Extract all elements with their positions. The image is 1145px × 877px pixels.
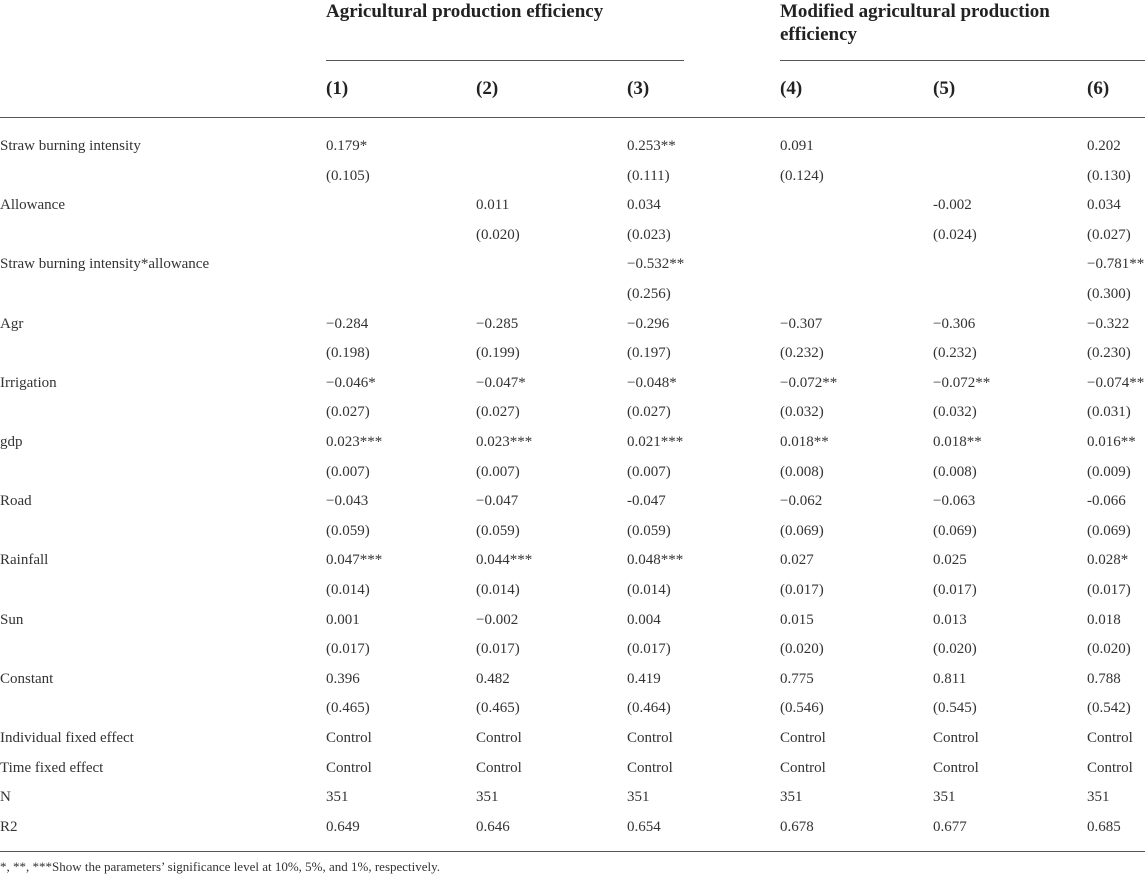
table-cell: 0.025: [933, 552, 967, 568]
table-cell: (0.007): [627, 464, 671, 480]
table-cell: 0.034: [627, 197, 661, 213]
table-cell: (0.008): [933, 464, 977, 480]
table-cell: (0.014): [627, 582, 671, 598]
group-header-modified-efficiency: Modified agricultural production efficiency: [780, 1, 1050, 45]
table-cell: (0.542): [1087, 700, 1131, 716]
table-cell: −0.048*: [627, 375, 677, 391]
table-cell: −0.307: [780, 316, 823, 332]
table-cell: −0.532**: [627, 256, 685, 272]
column-header-5: (5): [933, 78, 956, 99]
table-cell: (0.545): [933, 700, 977, 716]
table-cell: 0.788: [1087, 671, 1121, 687]
table-cell: 0.646: [476, 819, 510, 835]
table-cell: 0.018**: [780, 434, 829, 450]
table-cell: Control: [326, 730, 372, 746]
table-cell: -0.047: [627, 493, 666, 509]
table-cell: 351: [933, 789, 956, 805]
table-cell: Control: [933, 760, 979, 776]
table-cell: (0.027): [476, 404, 520, 420]
row-label: Individual fixed effect: [0, 730, 134, 746]
table-cell: (0.020): [780, 641, 824, 657]
table-cell: 0.091: [780, 138, 814, 154]
table-cell: (0.464): [627, 700, 671, 716]
table-cell: 0.649: [326, 819, 360, 835]
table-cell: (0.014): [326, 582, 370, 598]
table-cell: 0.396: [326, 671, 360, 687]
table-cell: (0.546): [780, 700, 824, 716]
table-cell: (0.105): [326, 168, 370, 184]
table-cell: −0.322: [1087, 316, 1130, 332]
row-label: Time fixed effect: [0, 760, 104, 776]
table-cell: (0.059): [476, 523, 520, 539]
table-cell: (0.124): [780, 168, 824, 184]
table-cell: 0.018: [1087, 612, 1121, 628]
table-cell: 0.028*: [1087, 552, 1129, 568]
table-cell: Control: [1087, 730, 1133, 746]
row-label: Constant: [0, 671, 54, 687]
table-cell: 0.047***: [326, 552, 383, 568]
table-cell: (0.017): [933, 582, 977, 598]
table-cell: −0.047: [476, 493, 519, 509]
table-cell: (0.017): [627, 641, 671, 657]
table-cell: Control: [780, 760, 826, 776]
column-header-4: (4): [780, 78, 803, 99]
table-cell: 0.775: [780, 671, 814, 687]
table-cell: 0.419: [627, 671, 661, 687]
table-cell: −0.002: [476, 612, 519, 628]
table-cell: (0.017): [780, 582, 824, 598]
table-cell: (0.199): [476, 345, 520, 361]
table-cell: 0.654: [627, 819, 661, 835]
table-cell: 0.016**: [1087, 434, 1136, 450]
table-cell: 0.015: [780, 612, 814, 628]
table-cell: −0.074**: [1087, 375, 1145, 391]
table-cell: (0.059): [627, 523, 671, 539]
row-label: Sun: [0, 612, 24, 628]
table-cell: 0.027: [780, 552, 814, 568]
table-cell: (0.023): [627, 227, 671, 243]
table-cell: (0.024): [933, 227, 977, 243]
table-cell: (0.069): [780, 523, 824, 539]
table-cell: 0.685: [1087, 819, 1121, 835]
table-cell: (0.009): [1087, 464, 1131, 480]
table-cell: (0.017): [1087, 582, 1131, 598]
table-cell: (0.465): [326, 700, 370, 716]
table-cell: (0.230): [1087, 345, 1131, 361]
table-cell: (0.027): [326, 404, 370, 420]
table-cell: 0.677: [933, 819, 967, 835]
table-cell: (0.017): [476, 641, 520, 657]
table-cell: 0.811: [933, 671, 967, 687]
row-label: R2: [0, 819, 18, 835]
row-label: gdp: [0, 434, 23, 450]
table-cell: (0.020): [476, 227, 520, 243]
table-cell: 351: [780, 789, 803, 805]
table-cell: Control: [326, 760, 372, 776]
group-underline: [780, 60, 1145, 61]
table-cell: −0.043: [326, 493, 369, 509]
table-cell: (0.032): [780, 404, 824, 420]
table-cell: (0.031): [1087, 404, 1131, 420]
group-underline: [326, 60, 684, 61]
table-cell: (0.007): [476, 464, 520, 480]
table-cell: 0.179*: [326, 138, 368, 154]
table-cell: (0.197): [627, 345, 671, 361]
table-cell: 0.023***: [476, 434, 533, 450]
table-cell: 0.044***: [476, 552, 533, 568]
row-label: Road: [0, 493, 32, 509]
table-cell: −0.072**: [780, 375, 838, 391]
table-cell: 351: [326, 789, 349, 805]
table-cell: 0.018**: [933, 434, 982, 450]
table-cell: (0.256): [627, 286, 671, 302]
table-cell: (0.008): [780, 464, 824, 480]
table-cell: (0.017): [326, 641, 370, 657]
column-header-2: (2): [476, 78, 499, 99]
table-cell: 0.011: [476, 197, 510, 213]
table-cell: (0.014): [476, 582, 520, 598]
table-cell: (0.198): [326, 345, 370, 361]
table-cell: 0.253**: [627, 138, 676, 154]
table-cell: −0.046*: [326, 375, 376, 391]
table-cell: (0.027): [1087, 227, 1131, 243]
table-cell: (0.032): [933, 404, 977, 420]
column-header-6: (6): [1087, 78, 1110, 99]
table-cell: Control: [933, 730, 979, 746]
table-cell: (0.111): [627, 168, 670, 184]
table-cell: 0.048***: [627, 552, 684, 568]
column-header-1: (1): [326, 78, 349, 99]
table-cell: −0.296: [627, 316, 670, 332]
table-cell: (0.059): [326, 523, 370, 539]
table-cell: 351: [627, 789, 650, 805]
table-cell: −0.284: [326, 316, 369, 332]
table-cell: 0.023***: [326, 434, 383, 450]
table-cell: (0.007): [326, 464, 370, 480]
row-label: Rainfall: [0, 552, 49, 568]
table-cell: (0.069): [1087, 523, 1131, 539]
bottom-rule: [0, 851, 1145, 852]
table-cell: (0.232): [780, 345, 824, 361]
table-cell: Control: [627, 730, 673, 746]
table-cell: 351: [1087, 789, 1110, 805]
table-cell: Control: [1087, 760, 1133, 776]
row-label: Agr: [0, 316, 24, 332]
table-cell: -0.066: [1087, 493, 1126, 509]
table-cell: −0.781**: [1087, 256, 1145, 272]
table-cell: 0.021***: [627, 434, 684, 450]
table-cell: Control: [476, 730, 522, 746]
table-cell: −0.062: [780, 493, 823, 509]
table-cell: 0.001: [326, 612, 360, 628]
table-cell: 0.013: [933, 612, 967, 628]
table-footnote: *, **, ***Show the parameters’ significance level at 10%, 5%, and 1%, respectively.: [0, 859, 441, 874]
table-cell: −0.306: [933, 316, 976, 332]
table-cell: (0.130): [1087, 168, 1131, 184]
table-cell: (0.020): [1087, 641, 1131, 657]
row-label: Straw burning intensity: [0, 138, 141, 154]
table-cell: (0.300): [1087, 286, 1131, 302]
group-header-agricultural-efficiency: Agricultural production efficiency: [326, 1, 604, 22]
table-cell: -0.002: [933, 197, 972, 213]
table-cell: (0.069): [933, 523, 977, 539]
table-cell: (0.020): [933, 641, 977, 657]
table-cell: Control: [627, 760, 673, 776]
row-label: Irrigation: [0, 375, 57, 391]
table-cell: (0.465): [476, 700, 520, 716]
table-cell: Control: [780, 730, 826, 746]
header-rule: [0, 117, 1145, 118]
table-cell: −0.072**: [933, 375, 991, 391]
row-label: Allowance: [0, 197, 65, 213]
row-label: Straw burning intensity*allowance: [0, 256, 210, 272]
table-cell: 351: [476, 789, 499, 805]
table-cell: 0.482: [476, 671, 510, 687]
table-cell: −0.063: [933, 493, 976, 509]
table-cell: (0.232): [933, 345, 977, 361]
row-label: N: [0, 789, 11, 805]
table-cell: 0.202: [1087, 138, 1121, 154]
column-header-3: (3): [627, 78, 650, 99]
table-cell: 0.678: [780, 819, 814, 835]
table-cell: −0.285: [476, 316, 519, 332]
table-cell: Control: [476, 760, 522, 776]
table-cell: (0.027): [627, 404, 671, 420]
table-cell: 0.004: [627, 612, 661, 628]
table-cell: 0.034: [1087, 197, 1121, 213]
table-cell: −0.047*: [476, 375, 526, 391]
